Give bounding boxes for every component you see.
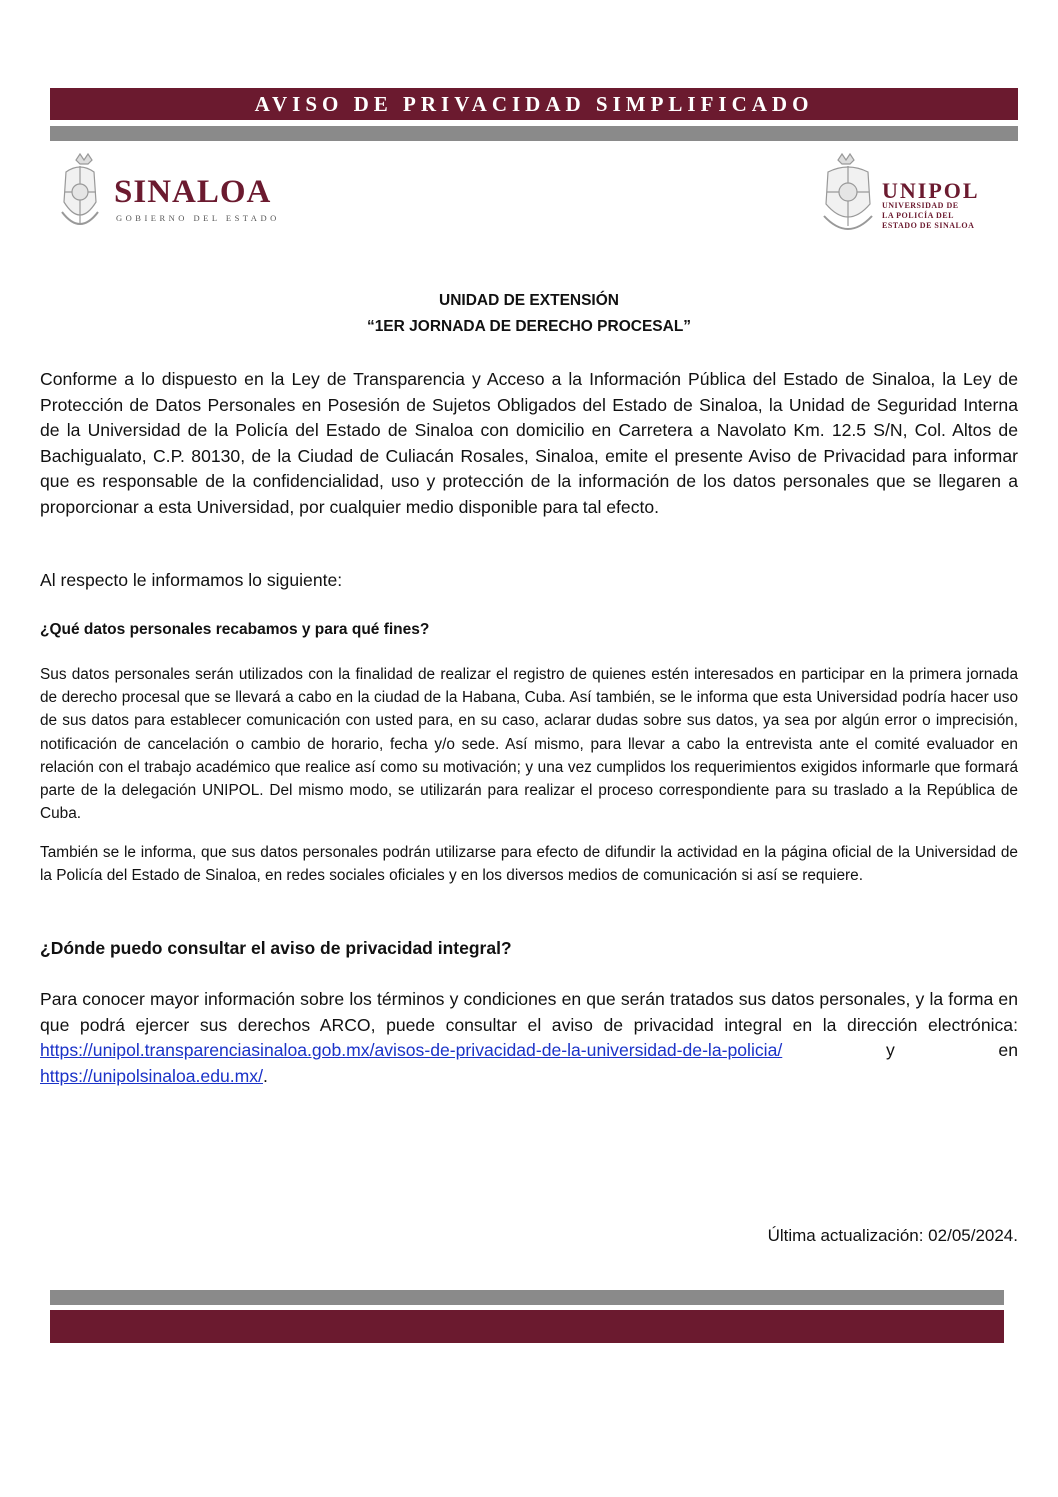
header-banner <box>50 88 1018 120</box>
intro-paragraph: Conforme a lo dispuesto en la Ley de Transparencia y Acceso a la Información Pública del Estado de Sinaloa, la Ley de Protección de Datos Personales en Posesión de Sujetos Obligados del Estado de Sinaloa, la Unidad de Seguridad Interna de la Universidad de la Policía del Estado de Sinaloa con domicilio en Carretera a Navolato Km. 12.5 S/N, Col. Altos de Bachigualato, C.P. 80130, de la Ciudad de Culiacán Rosales, Sinaloa, emite el presente Aviso de Privacidad para informar que es responsable de la confidencialidad, uso y protección de la información de los datos personales que se llegaren a proporcionar a esta Universidad, por cualquier medio disponible para tal efecto. <box>40 369 1018 517</box>
purpose-paragraph: Sus datos personales serán utilizados con la finalidad de realizar el registro de quienes estén interesados en participar en la primera jornada de derecho procesal que se llevará a cabo en la ciudad de la Habana, Cuba. Así también, se le informa que esta Universidad podría hacer uso de sus datos para establecer comunicación con usted para, en su caso, aclarar dudas sobre sus datos, ya sea por algún error o imprecisión, notificación de cancelación o cambio de horario, fecha y/o sede. Así mismo, para llevar a cabo la entrevista ante el comité evaluador en relación con el trabajo académico que realice así como su motivación; y una vez cumplidos los requerimientos exigidos informarle que formará parte de la delegación UNIPOL. Del mismo modo, se utilizarán para realizar el proceso correspondiente para su traslado a la República de Cuba. <box>40 666 1018 823</box>
consult-paragraph <box>40 987 1018 1089</box>
transparencia-link[interactable]: https://unipol.transparenciasinaloa.gob.mx/avisos-de-privacidad-de-la-universidad-de-la-policia/ <box>40 1040 783 1060</box>
title-unit: UNIDAD DE EXTENSIÓN <box>439 292 619 309</box>
sinaloa-wordmark: SINALOA <box>114 174 272 210</box>
consult-end: . <box>263 1065 268 1086</box>
sinaloa-subtitle: GOBIERNO DEL ESTADO <box>116 213 280 223</box>
header-grey-bar <box>50 126 1018 141</box>
last-update: Última actualización: 02/05/2024. <box>767 1226 1018 1245</box>
sinaloa-logo <box>58 150 298 240</box>
unipol-wordmark: UNIPOL <box>882 178 980 203</box>
consult-text: Para conocer mayor información sobre los términos y condiciones en que serán tratados sus datos personales, y la forma en que podrá ejercer sus derechos ARCO, puede consultar el aviso de privacidad integral en la dirección electrónica: <box>40 989 1018 1035</box>
footer-grey-bar <box>50 1290 1004 1305</box>
al-respecto-text: Al respecto le informamos lo siguiente: <box>40 570 343 590</box>
footer-maroon-bar <box>50 1310 1004 1343</box>
title-event: “1ER JORNADA DE DERECHO PROCESAL” <box>366 318 692 335</box>
question-aviso-integral: ¿Dónde puedo consultar el aviso de privacidad integral? <box>40 938 512 958</box>
unipol-site-link[interactable]: https://unipolsinaloa.edu.mx/ <box>40 1065 263 1086</box>
consult-joiner: y en <box>782 1040 1018 1060</box>
banner-title: AVISO DE PRIVACIDAD SIMPLIFICADO <box>254 92 814 116</box>
unipol-subtitle-2: LA POLICÍA DEL <box>882 211 954 220</box>
question-datos-personales: ¿Qué datos personales recabamos y para qué fines? <box>40 621 430 638</box>
unipol-subtitle-3: ESTADO DE SINALOA <box>882 221 975 230</box>
difusion-paragraph: También se le informa, que sus datos personales podrán utilizarse para efecto de difundir la actividad en la página oficial de la Universidad de la Policía del Estado de Sinaloa, en redes sociales oficiales y en los diversos medios de comunicación si así se requiere. <box>40 844 1018 885</box>
unipol-subtitle-1: UNIVERSIDAD DE <box>882 201 959 210</box>
unipol-logo <box>818 150 998 242</box>
unipol-shield-icon <box>818 150 878 242</box>
